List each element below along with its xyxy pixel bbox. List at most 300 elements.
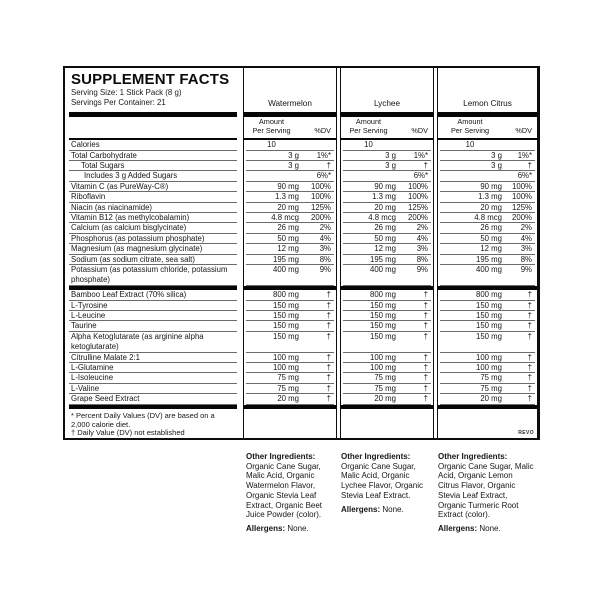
dv-cell: 8% xyxy=(416,254,428,264)
amount-cell: 195 mg xyxy=(475,254,502,264)
nutrient-row-label xyxy=(65,151,240,161)
dv-cell: † xyxy=(527,300,532,310)
allergens-value: None. xyxy=(479,524,501,534)
amount-cell: 100 mg xyxy=(272,363,299,373)
dv-cell: 3% xyxy=(416,244,428,254)
dv-cell: 1%* xyxy=(316,150,331,160)
column-subheader xyxy=(244,117,336,138)
dv-cell: 4% xyxy=(416,233,428,243)
nutrient-row-values xyxy=(438,255,537,265)
nutrient-row-values xyxy=(244,244,336,254)
dv-cell: † xyxy=(326,352,331,362)
amount-cell: 150 mg xyxy=(475,331,502,341)
nutrient-row-values xyxy=(438,171,537,181)
nutrient-label: Phosphorus (as potassium phosphate) xyxy=(71,233,205,243)
nutrient-label: Magnesium (as magnesium glycinate) xyxy=(71,244,203,254)
dv-cell: † xyxy=(527,161,532,171)
flavor-column-lemon-citrus xyxy=(437,68,538,438)
allergens-label: Allergens: xyxy=(438,524,478,534)
amount-cell: 20 mg xyxy=(277,202,299,212)
nutrient-row-values xyxy=(438,373,537,383)
amount-cell: 400 mg xyxy=(272,264,299,274)
dv-header: %DV xyxy=(411,125,428,135)
dv-cell: 4% xyxy=(319,233,331,243)
nutrient-row-values xyxy=(244,171,336,181)
dv-cell: 2% xyxy=(416,223,428,233)
ingredients-lychee xyxy=(341,452,434,515)
amount-cell: 1.3 mg xyxy=(478,192,502,202)
nutrient-row-label xyxy=(65,301,240,311)
nutrient-row-values xyxy=(244,255,336,265)
other-ingredients-text: Organic Cane Sugar, Malic Acid, Organic Lemon Citrus Flavor, Organic Stevia Leaf Extract, Organic Turmeric Root Extract (color). xyxy=(438,461,534,520)
amount-cell: 100 mg xyxy=(369,352,396,362)
dv-cell: † xyxy=(423,331,428,341)
amount-cell: 20 mg xyxy=(374,202,396,212)
dv-cell: † xyxy=(527,383,532,393)
nutrient-label: Sodium (as sodium citrate, sea salt) xyxy=(71,254,195,264)
amount-cell: 4.8 mcg xyxy=(474,213,502,223)
ingredients-watermelon xyxy=(246,452,339,534)
nutrient-value-rows xyxy=(341,140,433,409)
dv-cell: † xyxy=(527,394,532,404)
header-spacer xyxy=(65,117,240,138)
nutrient-row-values xyxy=(341,311,433,321)
other-ingredients-text: Organic Cane Sugar, Malic Acid, Organic Lychee Flavor, Organic Stevia Leaf Extract. xyxy=(341,461,423,500)
column-subheader xyxy=(341,117,433,138)
nutrient-row-values xyxy=(341,151,433,161)
allergens-value: None. xyxy=(287,524,309,534)
amount-cell: 400 mg xyxy=(475,264,502,274)
amount-cell: 150 mg xyxy=(369,321,396,331)
nutrient-row-values xyxy=(244,203,336,213)
nutrient-row-label xyxy=(65,265,240,286)
nutrient-row-label xyxy=(65,203,240,213)
nutrient-row-values xyxy=(341,234,433,244)
allergens-value: None. xyxy=(382,505,404,515)
nutrient-row-label xyxy=(65,182,240,192)
nutrient-row-values xyxy=(341,161,433,171)
nutrient-label: L-Isoleucine xyxy=(71,373,114,383)
dv-cell: 4% xyxy=(520,233,532,243)
nutrient-label: Calories xyxy=(71,140,100,150)
amount-cell: 50 mg xyxy=(374,233,396,243)
nutrient-row-values xyxy=(438,301,537,311)
nutrient-row-values xyxy=(438,265,537,286)
nutrient-row-label xyxy=(65,394,240,404)
other-ingredients-paragraph xyxy=(246,452,339,520)
nutrient-row-label xyxy=(65,255,240,265)
nutrient-row-label xyxy=(65,332,240,353)
facts-header xyxy=(65,68,240,112)
nutrient-row-values xyxy=(341,182,433,192)
nutrient-row-values xyxy=(341,171,433,181)
flavor-header xyxy=(244,68,336,112)
nutrient-row-values xyxy=(341,301,433,311)
amount-cell: 90 mg xyxy=(374,181,396,191)
nutrient-row-label xyxy=(65,363,240,373)
dv-cell: 200% xyxy=(408,213,428,223)
nutrient-row-label xyxy=(65,213,240,223)
dv-header: %DV xyxy=(314,125,331,135)
nutrient-row-values xyxy=(244,373,336,383)
dv-cell: 100% xyxy=(311,181,331,191)
nutrient-row-values xyxy=(341,255,433,265)
nutrient-row-values xyxy=(438,192,537,202)
nutrient-label: Riboflavin xyxy=(71,192,106,202)
nutrient-row-values xyxy=(438,234,537,244)
nutrient-label: Bamboo Leaf Extract (70% silica) xyxy=(71,290,187,300)
dv-cell: 9% xyxy=(319,264,331,274)
dv-cell: † xyxy=(423,352,428,362)
amount-cell: 1.3 mg xyxy=(372,192,396,202)
dv-cell: † xyxy=(423,290,428,300)
nutrient-label: Alpha Ketoglutarate (as arginine alpha ketoglutarate) xyxy=(71,331,204,352)
dv-cell: 6%* xyxy=(316,171,331,181)
amount-per-serving-header: Amount Per Serving xyxy=(252,116,291,135)
nutrient-row-values xyxy=(341,384,433,394)
nutrient-row-label xyxy=(65,311,240,321)
nutrient-label: Taurine xyxy=(71,321,97,331)
nutrient-row-values xyxy=(244,311,336,321)
dv-cell: † xyxy=(326,373,331,383)
nutrient-row-values xyxy=(438,182,537,192)
other-ingredients-paragraph xyxy=(341,452,434,501)
footnote-dv-basis: * Percent Daily Values (DV) are based on a 2,000 calorie diet. xyxy=(71,410,215,429)
flavor-name: Lemon Citrus xyxy=(463,99,512,108)
nutrient-label: Total Sugars xyxy=(81,161,125,171)
dv-cell: † xyxy=(326,311,331,321)
dv-cell: † xyxy=(423,311,428,321)
nutrient-row-values xyxy=(438,384,537,394)
amount-cell: 75 mg xyxy=(374,373,396,383)
nutrient-row-values xyxy=(244,234,336,244)
nutrient-label: Calcium (as calcium bisglycinate) xyxy=(71,223,187,233)
footnotes-zone xyxy=(65,409,240,438)
nutrient-row-values xyxy=(438,353,537,363)
amount-cell: 3 g xyxy=(491,161,502,171)
dv-cell: † xyxy=(326,383,331,393)
amount-cell: 3 g xyxy=(288,161,299,171)
dv-cell: † xyxy=(326,331,331,341)
nutrient-row-label xyxy=(65,171,240,181)
amount-cell: 75 mg xyxy=(277,373,299,383)
nutrient-label: L-Leucine xyxy=(71,311,106,321)
nutrient-row-values xyxy=(438,140,537,150)
dv-cell: † xyxy=(423,161,428,171)
amount-cell: 195 mg xyxy=(272,254,299,264)
nutrient-label: Grape Seed Extract xyxy=(71,394,140,404)
footnotes-zone xyxy=(438,409,537,438)
nutrient-row-values xyxy=(438,244,537,254)
amount-cell: 90 mg xyxy=(480,181,502,191)
amount-cell: 150 mg xyxy=(272,300,299,310)
allergens-paragraph xyxy=(438,524,534,534)
dv-cell: † xyxy=(423,373,428,383)
ingredients-lemon-citrus xyxy=(438,452,534,534)
dv-cell: 100% xyxy=(408,181,428,191)
dv-cell: † xyxy=(326,290,331,300)
nutrient-row-values xyxy=(438,223,537,233)
nutrient-row-label xyxy=(65,321,240,331)
dv-cell: 100% xyxy=(512,181,532,191)
dv-cell: † xyxy=(527,352,532,362)
amount-cell: 3 g xyxy=(385,161,396,171)
dv-cell: † xyxy=(423,383,428,393)
dv-cell: 9% xyxy=(520,264,532,274)
label-column xyxy=(65,68,240,438)
amount-cell: 26 mg xyxy=(480,223,502,233)
amount-cell: 100 mg xyxy=(272,352,299,362)
amount-per-serving-header: Amount Per Serving xyxy=(349,116,388,135)
allergens-paragraph xyxy=(246,524,339,534)
nutrient-row-values xyxy=(244,151,336,161)
amount-per-serving-header: Amount Per Serving xyxy=(450,116,490,135)
other-ingredients-label: Other Ingredients: xyxy=(438,452,508,461)
nutrient-row-values xyxy=(244,140,336,150)
dv-cell: † xyxy=(423,300,428,310)
amount-cell: 20 mg xyxy=(374,394,396,404)
nutrient-row-values xyxy=(244,265,336,286)
dv-cell: 125% xyxy=(311,202,331,212)
nutrient-row-values xyxy=(438,332,537,353)
other-ingredients-label: Other Ingredients: xyxy=(246,452,316,461)
allergens-paragraph xyxy=(341,505,434,515)
amount-cell: 150 mg xyxy=(475,321,502,331)
amount-cell: 1.3 mg xyxy=(275,192,299,202)
dv-cell: 100% xyxy=(311,192,331,202)
nutrient-row-values xyxy=(244,384,336,394)
amount-cell: 3 g xyxy=(491,150,502,160)
flavor-header xyxy=(438,68,537,112)
nutrient-row-values xyxy=(341,290,433,300)
amount-cell: 4.8 mcg xyxy=(271,213,299,223)
nutrient-row-label xyxy=(65,373,240,383)
nutrient-label: L-Valine xyxy=(71,383,100,393)
nutrient-row-values xyxy=(438,203,537,213)
flavor-column-lychee xyxy=(340,68,434,438)
dv-cell: † xyxy=(527,373,532,383)
servings-per-container: Servings Per Container: 21 xyxy=(71,98,166,108)
revo-mark: REVO xyxy=(518,430,534,436)
dv-cell: † xyxy=(527,331,532,341)
nutrient-row-values xyxy=(244,363,336,373)
nutrient-row-values xyxy=(341,332,433,353)
other-ingredients-paragraph xyxy=(438,452,534,520)
dv-cell: 125% xyxy=(408,202,428,212)
amount-cell: 100 mg xyxy=(369,363,396,373)
dv-cell: 3% xyxy=(520,244,532,254)
amount-cell: 195 mg xyxy=(369,254,396,264)
amount-cell: 150 mg xyxy=(369,311,396,321)
dv-cell: 8% xyxy=(520,254,532,264)
amount-cell: 150 mg xyxy=(272,321,299,331)
nutrient-row-values xyxy=(438,311,537,321)
amount-cell: 12 mg xyxy=(374,244,396,254)
nutrient-row-values xyxy=(341,394,433,404)
nutrient-label: Total Carbohydrate xyxy=(71,150,137,160)
dv-cell: † xyxy=(527,311,532,321)
amount-cell: 20 mg xyxy=(480,202,502,212)
nutrient-row-values xyxy=(244,161,336,171)
amount-cell: 20 mg xyxy=(277,394,299,404)
nutrient-label: Vitamin B12 (as methylcobalamin) xyxy=(71,213,190,223)
amount-cell: 150 mg xyxy=(475,311,502,321)
dv-cell: 2% xyxy=(520,223,532,233)
nutrient-row-values xyxy=(341,363,433,373)
dv-cell: 1%* xyxy=(517,150,532,160)
nutrient-value-rows xyxy=(438,140,537,409)
dv-cell: † xyxy=(423,394,428,404)
dv-header: %DV xyxy=(515,125,532,135)
amount-cell: 26 mg xyxy=(277,223,299,233)
nutrient-row-values xyxy=(341,213,433,223)
amount-cell: 50 mg xyxy=(480,233,502,243)
nutrient-row-label xyxy=(65,140,240,150)
nutrient-label: L-Glutamine xyxy=(71,363,114,373)
nutrient-row-label xyxy=(65,234,240,244)
nutrient-row-values xyxy=(341,321,433,331)
amount-cell: 90 mg xyxy=(277,181,299,191)
nutrient-row-label xyxy=(65,223,240,233)
amount-cell: 100 mg xyxy=(475,363,502,373)
amount-cell: 800 mg xyxy=(272,290,299,300)
amount-cell: 150 mg xyxy=(272,331,299,341)
flavor-column-watermelon xyxy=(243,68,337,438)
dv-cell: 8% xyxy=(319,254,331,264)
nutrient-label: Niacin (as niacinamide) xyxy=(71,202,153,212)
footnotes-zone xyxy=(244,409,336,438)
amount-cell: 4.8 mcg xyxy=(368,213,396,223)
allergens-label: Allergens: xyxy=(246,524,286,534)
nutrient-row-values xyxy=(341,373,433,383)
nutrient-row-values xyxy=(244,223,336,233)
dv-cell: † xyxy=(326,363,331,373)
dv-cell: † xyxy=(527,290,532,300)
nutrient-row-values xyxy=(438,394,537,404)
amount-cell: 100 mg xyxy=(475,352,502,362)
nutrient-row-values xyxy=(244,332,336,353)
amount-cell: 800 mg xyxy=(475,290,502,300)
amount-cell: 12 mg xyxy=(480,244,502,254)
dv-cell: 3% xyxy=(319,244,331,254)
nutrient-row-values xyxy=(341,265,433,286)
amount-cell: 75 mg xyxy=(480,383,502,393)
nutrient-row-values xyxy=(438,363,537,373)
nutrient-row-values xyxy=(244,213,336,223)
facts-title: SUPPLEMENT FACTS xyxy=(71,71,230,88)
dv-cell: † xyxy=(326,300,331,310)
dv-cell: † xyxy=(423,321,428,331)
dv-cell: † xyxy=(527,321,532,331)
dv-cell: 200% xyxy=(311,213,331,223)
dv-cell: † xyxy=(326,321,331,331)
flavor-header xyxy=(341,68,433,112)
other-ingredients-label: Other Ingredients: xyxy=(341,452,411,461)
nutrient-row-label xyxy=(65,161,240,171)
nutrient-row-values xyxy=(244,192,336,202)
nutrient-row-values xyxy=(341,353,433,363)
flavor-name: Lychee xyxy=(373,99,401,108)
amount-cell: 800 mg xyxy=(369,290,396,300)
nutrient-row-values xyxy=(244,321,336,331)
nutrient-row-values xyxy=(341,223,433,233)
other-ingredients-text: Organic Cane Sugar, Malic Acid, Organic Watermelon Flavor, Organic Stevia Leaf Extract, Organic Beet Juice Powder (color). xyxy=(246,461,323,520)
nutrient-row-values xyxy=(438,213,537,223)
amount-cell: 150 mg xyxy=(272,311,299,321)
amount-cell: 150 mg xyxy=(369,331,396,341)
dv-cell: † xyxy=(326,161,331,171)
amount-cell: 3 g xyxy=(288,150,299,160)
footnotes-zone xyxy=(341,409,433,438)
dv-cell: † xyxy=(527,363,532,373)
column-subheader xyxy=(438,117,537,138)
nutrient-row-values xyxy=(244,301,336,311)
nutrient-row-values xyxy=(341,244,433,254)
nutrient-value-rows xyxy=(244,140,336,409)
footnote-dv-not-established: † Daily Value (DV) not established xyxy=(71,428,185,438)
dv-cell: 1%* xyxy=(413,150,428,160)
nutrient-row-values xyxy=(438,321,537,331)
dv-cell: † xyxy=(423,363,428,373)
amount-cell: 150 mg xyxy=(475,300,502,310)
dv-cell: 125% xyxy=(512,202,532,212)
amount-cell: 75 mg xyxy=(480,373,502,383)
nutrient-label-rows xyxy=(65,140,240,409)
dv-cell: 9% xyxy=(416,264,428,274)
nutrient-label: Citrulline Malate 2:1 xyxy=(71,352,140,362)
flavor-name: Watermelon xyxy=(268,99,312,108)
allergens-label: Allergens: xyxy=(341,505,381,515)
amount-cell: 75 mg xyxy=(374,383,396,393)
dv-cell: 100% xyxy=(512,192,532,202)
amount-cell: 150 mg xyxy=(369,300,396,310)
nutrient-label: Includes 3 g Added Sugars xyxy=(84,171,178,181)
nutrient-row-label xyxy=(65,244,240,254)
nutrient-row-values xyxy=(341,203,433,213)
dv-cell: 6%* xyxy=(517,171,532,181)
nutrient-row-values xyxy=(244,353,336,363)
nutrient-row-values xyxy=(438,151,537,161)
serving-size: Serving Size: 1 Stick Pack (8 g) xyxy=(71,88,182,97)
amount-cell: 20 mg xyxy=(480,394,502,404)
nutrient-row-label xyxy=(65,192,240,202)
amount-cell: 10 xyxy=(465,140,475,150)
nutrient-row-label xyxy=(65,290,240,300)
nutrient-label: L-Tyrosine xyxy=(71,300,108,310)
nutrient-row-values xyxy=(341,140,433,150)
nutrient-row-values xyxy=(244,290,336,300)
amount-cell: 10 xyxy=(364,140,373,150)
dv-cell: 100% xyxy=(408,192,428,202)
nutrient-label: Potassium (as potassium chloride, potassium phosphate) xyxy=(71,264,228,285)
supplement-facts-table xyxy=(63,66,540,440)
nutrient-row-values xyxy=(438,161,537,171)
dv-cell: † xyxy=(326,394,331,404)
nutrient-row-label xyxy=(65,384,240,394)
nutrient-row-values xyxy=(244,394,336,404)
amount-cell: 12 mg xyxy=(277,244,299,254)
amount-cell: 50 mg xyxy=(277,233,299,243)
amount-cell: 3 g xyxy=(385,150,396,160)
amount-cell: 10 xyxy=(267,140,276,150)
dv-cell: 6%* xyxy=(413,171,428,181)
amount-cell: 400 mg xyxy=(369,264,396,274)
dv-cell: 200% xyxy=(512,213,532,223)
nutrient-row-values xyxy=(438,290,537,300)
dv-cell: 2% xyxy=(319,223,331,233)
nutrient-row-label xyxy=(65,353,240,363)
amount-cell: 75 mg xyxy=(277,383,299,393)
